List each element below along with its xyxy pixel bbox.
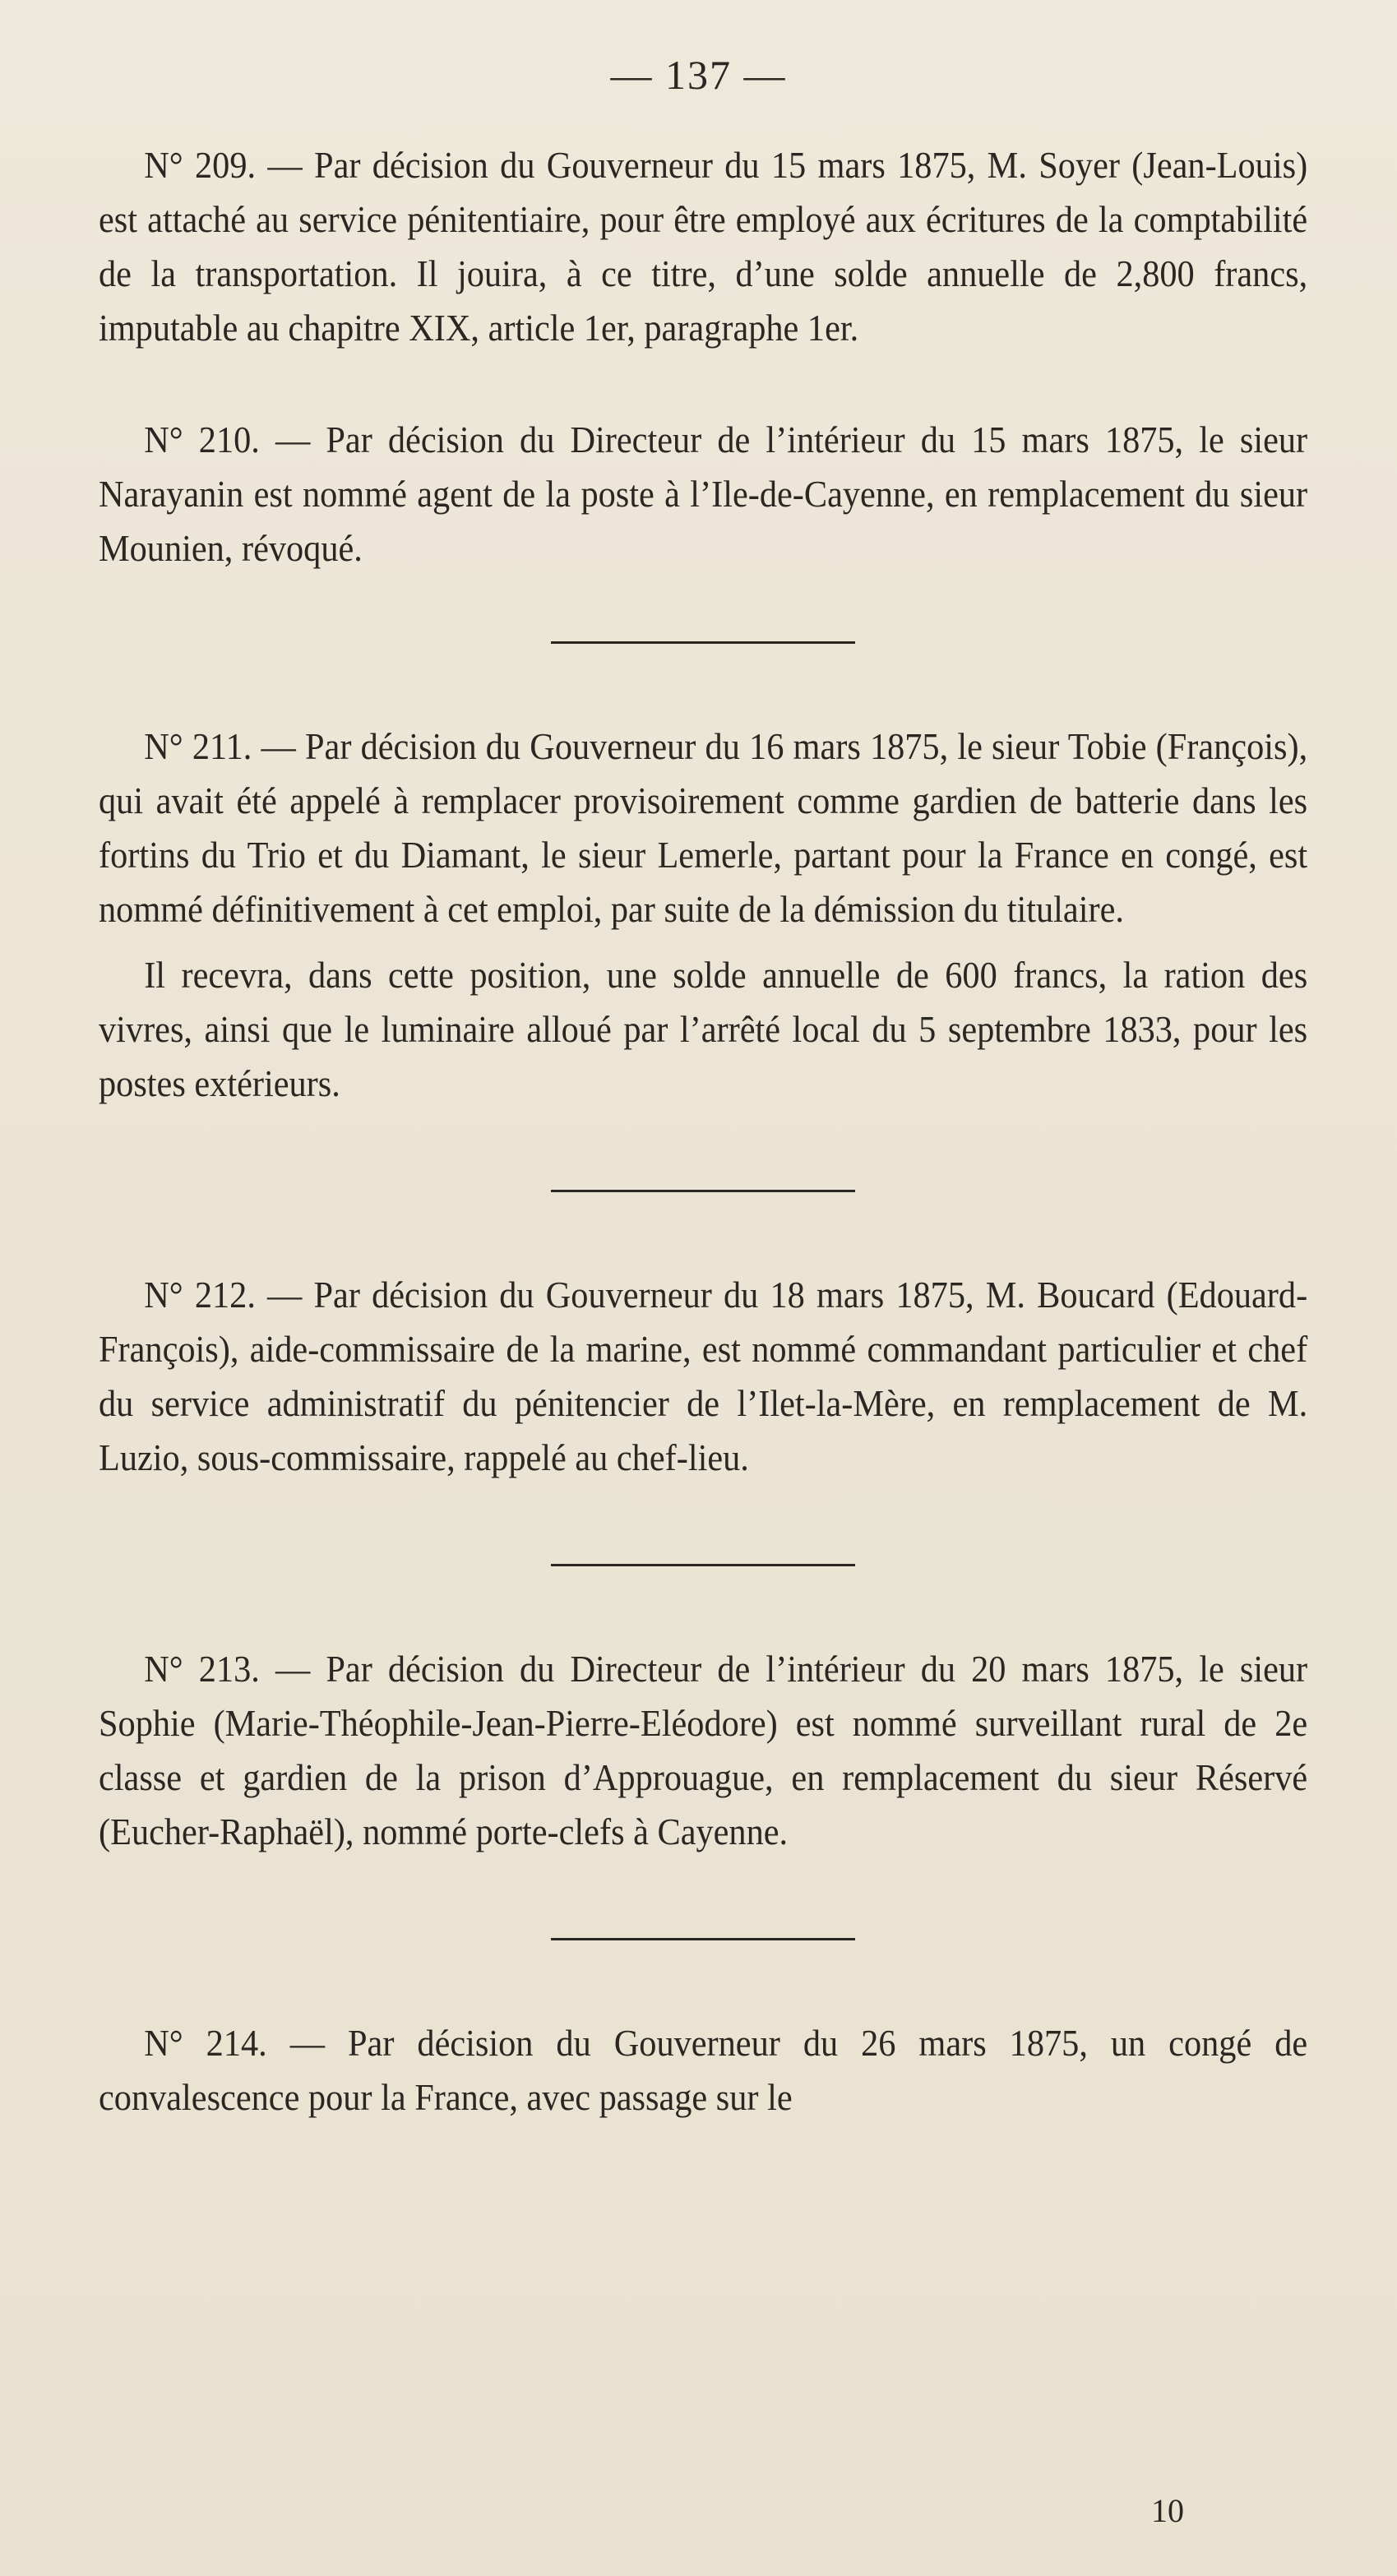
entry-paragraph: N° 210. — Par décision du Directeur de l’intérieur du 15 mars 1875, le sieur Narayanin est nommé agent de la poste à l’Ile-de-Cayenne, en remplacement du sieur Mounien, révoqué. (99, 419, 1308, 569)
entries-list (99, 138, 1307, 2125)
entry-213 (99, 1642, 1307, 1859)
separator-rule (551, 1564, 855, 1566)
separator-rule (551, 1190, 855, 1192)
separator-rule (551, 1938, 855, 1940)
entry-paragraph: N° 211. — Par décision du Gouverneur du 16 mars 1875, le sieur Tobie (François), qui avait été appelé à remplacer provisoirement comme gardien de batterie dans les fortins du Trio et du Diamant, le sieur Lemerle, partant pour la France en congé, est nommé définitivement à cet emploi, par suite de la démission du titulaire. (99, 725, 1308, 930)
gathering-signature: 10 (1151, 2492, 1184, 2529)
entry-paragraph: N° 213. — Par décision du Directeur de l’intérieur du 20 mars 1875, le sieur Sophie (Marie-Théophile-Jean-Pierre-Eléodore) est nommé surveillant rural de 2e classe et gardien de la prison d’Approuague, en remplacement du sieur Réservé (Eucher-Raphaël), nommé porte-clefs à Cayenne. (99, 1648, 1308, 1852)
entry-212 (99, 1268, 1307, 1485)
entry-211 (99, 719, 1307, 1111)
entry-paragraph: N° 212. — Par décision du Gouverneur du 18 mars 1875, M. Boucard (Edouard-François), aide-commissaire de la marine, est nommé commandant particulier et chef du service administratif du pénitencier de l’Ilet-la-Mère, en remplacement de M. Luzio, sous-commissaire, rappelé au chef-lieu. (99, 1274, 1308, 1478)
separator-rule (551, 641, 855, 644)
entry-paragraph: N° 214. — Par décision du Gouverneur du 26 mars 1875, un congé de convalescence pour la France, avec passage sur le (99, 2022, 1308, 2118)
entry-210 (99, 413, 1307, 576)
entry-paragraph: N° 209. — Par décision du Gouverneur du 15 mars 1875, M. Soyer (Jean-Louis) est attaché au service pénitentiaire, pour être employé aux écritures de la comptabilité de la transportation. Il jouira, à ce titre, d’une solde annuelle de 2,800 francs, imputable au chapitre XIX, article 1er, paragraphe 1er. (99, 144, 1308, 349)
entry-214 (99, 2016, 1307, 2125)
entry-paragraph: Il recevra, dans cette position, une solde annuelle de 600 francs, la ration des vivres, ainsi que le luminaire alloué par l’arrêté local du 5 septembre 1833, pour les postes extérieurs. (99, 954, 1308, 1104)
entry-209 (99, 138, 1307, 355)
page-number: — 137 — (610, 52, 787, 98)
